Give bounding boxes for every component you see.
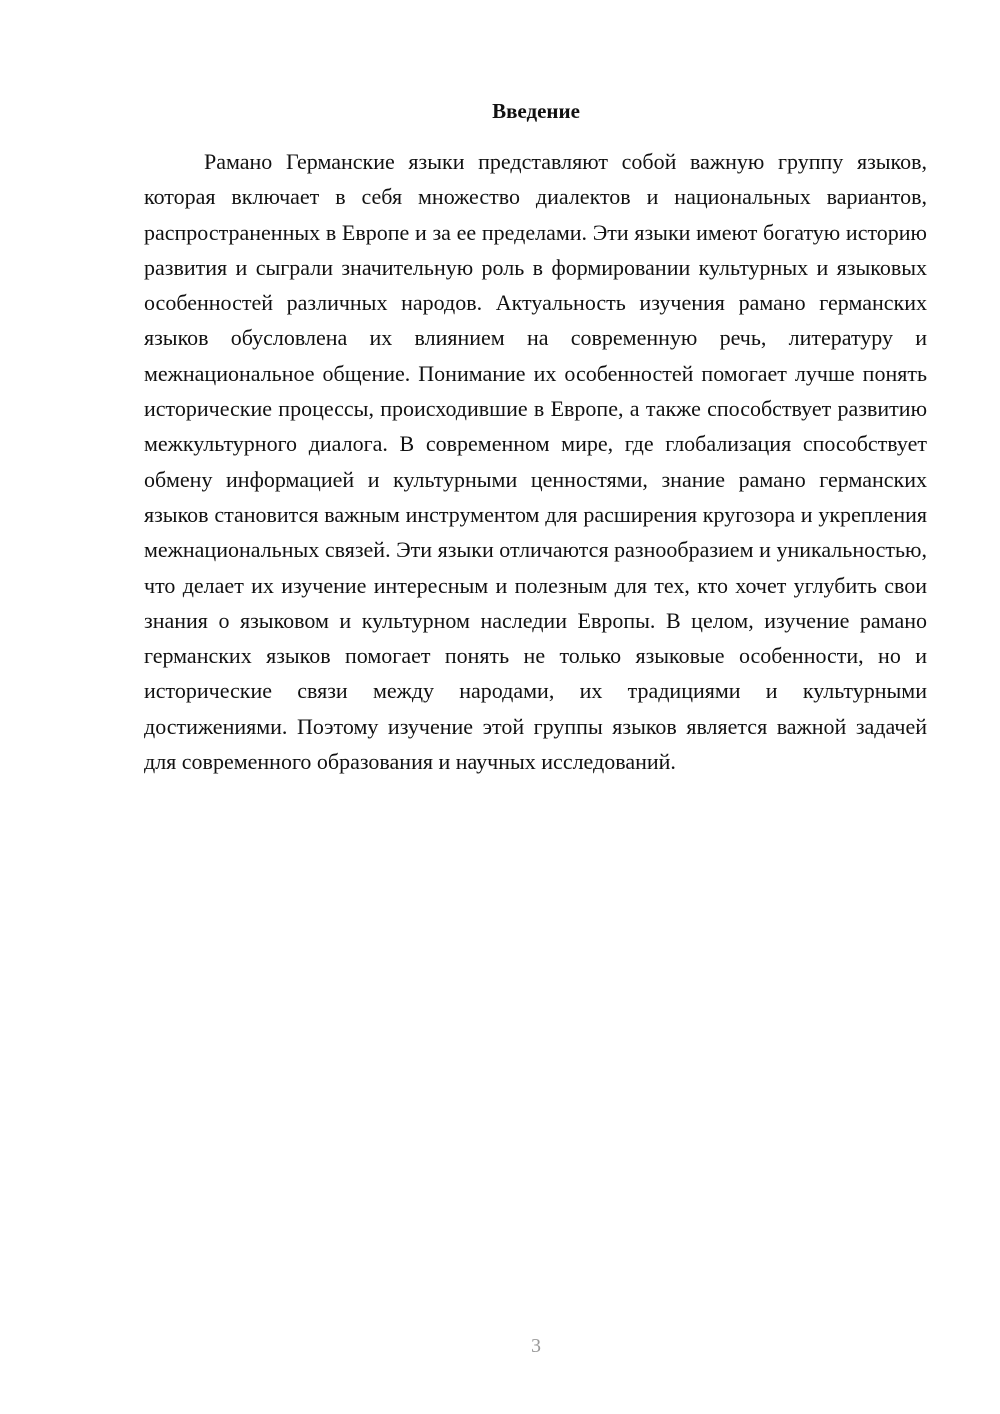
page-number: 3	[531, 1335, 541, 1357]
section-heading: Введение	[492, 99, 580, 123]
body-paragraph: Рамано Германские языки представляют собой важную группу языков, которая включает в себя множество диалектов и национальных вариантов, распространенных в Европе и за ее пределами. Эти языки имеют богатую историю развития и сыграли значительную роль в формировании культурных и языковых особенностей различных народов. Актуальность изучения рамано германских языков обусловлена их влиянием на современную речь, литературу и межнациональное общение. Понимание их особенностей помогает лучше понять исторические процессы, происходившие в Европе, а также способствует развитию межкультурного диалога. В современном мире, где глобализация способствует обмену информацией и культурными ценностями, знание рамано германских языков становится важным инструментом для расширения кругозора и укрепления межнациональных связей. Эти языки отличаются разнообразием и уникальностью, что делает их изучение интересным и полезным для тех, кто хочет углубить свои знания о языковом и культурном наследии Европы. В целом, изучение рамано германских языков помогает понять не только языковые особенности, но и исторические связи между народами, их традициями и культурными достижениями. Поэтому изучение этой группы языков является важной задачей для современного образования и научных исследований.	[144, 149, 927, 775]
